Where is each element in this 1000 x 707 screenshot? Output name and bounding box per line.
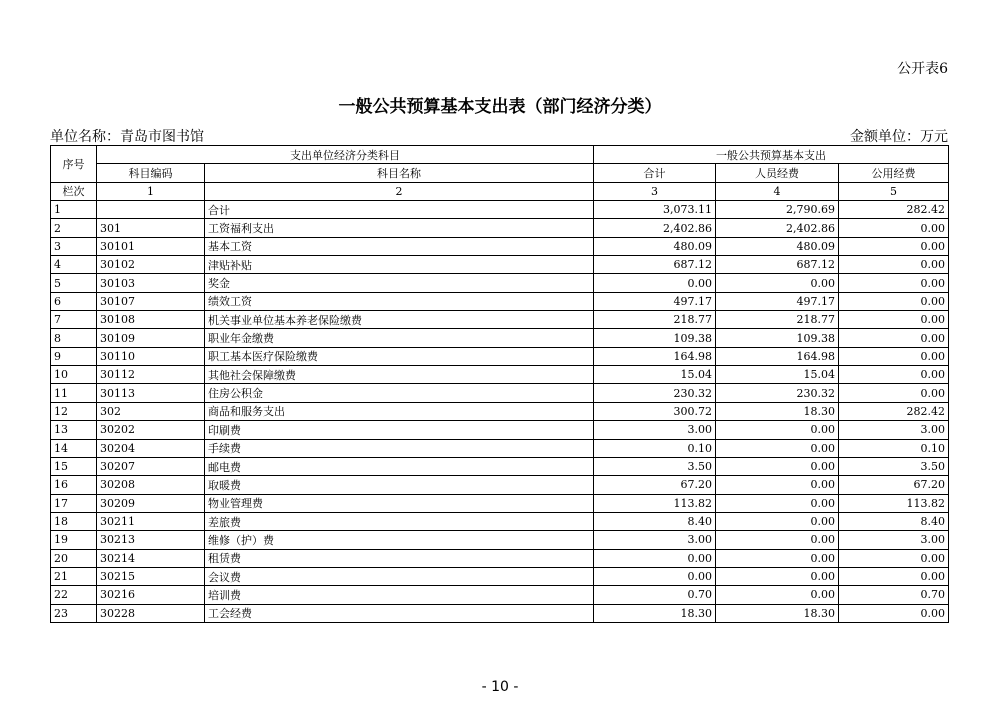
cell-code: 30204 bbox=[97, 439, 205, 457]
cell-total: 300.72 bbox=[594, 402, 716, 420]
cell-public: 0.70 bbox=[839, 586, 949, 604]
cell-personnel: 230.32 bbox=[716, 384, 839, 402]
cell-total: 2,402.86 bbox=[594, 219, 716, 237]
table-row bbox=[51, 512, 949, 530]
cell-public: 0.00 bbox=[839, 329, 949, 347]
cell-personnel: 18.30 bbox=[716, 604, 839, 622]
cell-total: 0.70 bbox=[594, 586, 716, 604]
cell-name: 基本工资 bbox=[205, 237, 594, 255]
header-code: 科目编码 bbox=[97, 164, 205, 182]
cell-code: 30207 bbox=[97, 457, 205, 475]
table-row bbox=[51, 256, 949, 274]
page-number: - 10 - bbox=[481, 679, 519, 695]
cell-total: 8.40 bbox=[594, 512, 716, 530]
cell-name: 奖金 bbox=[205, 274, 594, 292]
cell-public: 3.00 bbox=[839, 421, 949, 439]
cell-name: 工资福利支出 bbox=[205, 219, 594, 237]
cell-total: 3.50 bbox=[594, 457, 716, 475]
header-seq: 序号 bbox=[51, 146, 97, 183]
cell-seq: 6 bbox=[51, 292, 97, 310]
cell-public: 0.00 bbox=[839, 274, 949, 292]
cell-personnel: 0.00 bbox=[716, 476, 839, 494]
cell-name: 机关事业单位基本养老保险缴费 bbox=[205, 311, 594, 329]
table-row bbox=[51, 292, 949, 310]
cell-total: 497.17 bbox=[594, 292, 716, 310]
cell-code: 30103 bbox=[97, 274, 205, 292]
cell-personnel: 687.12 bbox=[716, 256, 839, 274]
cell-public: 0.00 bbox=[839, 549, 949, 567]
header-group-left: 支出单位经济分类科目 bbox=[97, 146, 594, 164]
header-public: 公用经费 bbox=[839, 164, 949, 182]
cell-name: 商品和服务支出 bbox=[205, 402, 594, 420]
cell-public: 3.00 bbox=[839, 531, 949, 549]
table-row bbox=[51, 219, 949, 237]
cell-name: 绩效工资 bbox=[205, 292, 594, 310]
cell-code: 30209 bbox=[97, 494, 205, 512]
cell-name: 物业管理费 bbox=[205, 494, 594, 512]
cell-seq: 8 bbox=[51, 329, 97, 347]
cell-name: 职工基本医疗保险缴费 bbox=[205, 347, 594, 365]
cell-seq: 11 bbox=[51, 384, 97, 402]
cell-name: 培训费 bbox=[205, 586, 594, 604]
cell-personnel: 18.30 bbox=[716, 402, 839, 420]
cell-total: 0.10 bbox=[594, 439, 716, 457]
cell-code bbox=[97, 201, 205, 219]
header-total: 合计 bbox=[594, 164, 716, 182]
header-name: 科目名称 bbox=[205, 164, 594, 182]
cell-name: 会议费 bbox=[205, 567, 594, 585]
cell-personnel: 0.00 bbox=[716, 567, 839, 585]
cell-personnel: 0.00 bbox=[716, 512, 839, 530]
amount-unit-label: 金额单位：万元 bbox=[850, 129, 948, 145]
column-number-3: 3 bbox=[594, 182, 716, 200]
cell-name: 印刷费 bbox=[205, 421, 594, 439]
cell-name: 手续费 bbox=[205, 439, 594, 457]
cell-total: 67.20 bbox=[594, 476, 716, 494]
table-row bbox=[51, 402, 949, 420]
cell-name: 差旅费 bbox=[205, 512, 594, 530]
header-row-group bbox=[51, 146, 949, 164]
cell-seq: 15 bbox=[51, 457, 97, 475]
cell-name: 邮电费 bbox=[205, 457, 594, 475]
cell-total: 109.38 bbox=[594, 329, 716, 347]
table-row bbox=[51, 494, 949, 512]
cell-total: 3.00 bbox=[594, 421, 716, 439]
cell-code: 30108 bbox=[97, 311, 205, 329]
cell-public: 113.82 bbox=[839, 494, 949, 512]
table-row bbox=[51, 586, 949, 604]
cell-personnel: 0.00 bbox=[716, 531, 839, 549]
cell-seq: 23 bbox=[51, 604, 97, 622]
cell-total: 0.00 bbox=[594, 274, 716, 292]
header-group-right: 一般公共预算基本支出 bbox=[594, 146, 949, 164]
table-row bbox=[51, 311, 949, 329]
cell-total: 0.00 bbox=[594, 549, 716, 567]
cell-seq: 19 bbox=[51, 531, 97, 549]
cell-personnel: 497.17 bbox=[716, 292, 839, 310]
cell-total: 3.00 bbox=[594, 531, 716, 549]
table-row bbox=[51, 457, 949, 475]
cell-name: 取暖费 bbox=[205, 476, 594, 494]
cell-name: 合计 bbox=[205, 201, 594, 219]
cell-seq: 12 bbox=[51, 402, 97, 420]
cell-seq: 1 bbox=[51, 201, 97, 219]
table-row bbox=[51, 439, 949, 457]
cell-code: 30216 bbox=[97, 586, 205, 604]
table-row bbox=[51, 567, 949, 585]
cell-code: 30228 bbox=[97, 604, 205, 622]
cell-total: 218.77 bbox=[594, 311, 716, 329]
table-row bbox=[51, 476, 949, 494]
column-number-1: 1 bbox=[97, 182, 205, 200]
header-row-columns bbox=[51, 164, 949, 182]
cell-code: 30113 bbox=[97, 384, 205, 402]
cell-public: 0.00 bbox=[839, 384, 949, 402]
table-row bbox=[51, 366, 949, 384]
cell-total: 3,073.11 bbox=[594, 201, 716, 219]
cell-code: 30101 bbox=[97, 237, 205, 255]
cell-seq: 20 bbox=[51, 549, 97, 567]
cell-total: 15.04 bbox=[594, 366, 716, 384]
table-row bbox=[51, 237, 949, 255]
cell-total: 113.82 bbox=[594, 494, 716, 512]
cell-code: 301 bbox=[97, 219, 205, 237]
column-number-4: 4 bbox=[716, 182, 839, 200]
cell-code: 30110 bbox=[97, 347, 205, 365]
cell-seq: 18 bbox=[51, 512, 97, 530]
cell-code: 30215 bbox=[97, 567, 205, 585]
table-row bbox=[51, 421, 949, 439]
cell-code: 30202 bbox=[97, 421, 205, 439]
cell-name: 住房公积金 bbox=[205, 384, 594, 402]
column-number-2: 2 bbox=[205, 182, 594, 200]
cell-total: 18.30 bbox=[594, 604, 716, 622]
table-row bbox=[51, 201, 949, 219]
cell-personnel: 0.00 bbox=[716, 494, 839, 512]
column-number-5: 5 bbox=[839, 182, 949, 200]
cell-public: 8.40 bbox=[839, 512, 949, 530]
cell-public: 0.00 bbox=[839, 567, 949, 585]
cell-seq: 14 bbox=[51, 439, 97, 457]
cell-code: 30213 bbox=[97, 531, 205, 549]
cell-seq: 7 bbox=[51, 311, 97, 329]
table-row bbox=[51, 531, 949, 549]
cell-total: 164.98 bbox=[594, 347, 716, 365]
cell-seq: 9 bbox=[51, 347, 97, 365]
column-number-label: 栏次 bbox=[51, 182, 97, 200]
cell-public: 0.00 bbox=[839, 256, 949, 274]
cell-public: 3.50 bbox=[839, 457, 949, 475]
cell-personnel: 480.09 bbox=[716, 237, 839, 255]
cell-public: 0.00 bbox=[839, 292, 949, 310]
cell-personnel: 0.00 bbox=[716, 586, 839, 604]
cell-seq: 4 bbox=[51, 256, 97, 274]
cell-seq: 22 bbox=[51, 586, 97, 604]
cell-public: 0.00 bbox=[839, 366, 949, 384]
page-title: 一般公共预算基本支出表（部门经济分类） bbox=[338, 97, 662, 117]
cell-total: 230.32 bbox=[594, 384, 716, 402]
cell-personnel: 0.00 bbox=[716, 457, 839, 475]
cell-personnel: 164.98 bbox=[716, 347, 839, 365]
cell-name: 津贴补贴 bbox=[205, 256, 594, 274]
cell-name: 维修（护）费 bbox=[205, 531, 594, 549]
header-row-column-numbers bbox=[51, 182, 949, 200]
cell-seq: 16 bbox=[51, 476, 97, 494]
cell-seq: 13 bbox=[51, 421, 97, 439]
cell-seq: 2 bbox=[51, 219, 97, 237]
header-personnel: 人员经费 bbox=[716, 164, 839, 182]
cell-public: 282.42 bbox=[839, 201, 949, 219]
cell-total: 480.09 bbox=[594, 237, 716, 255]
cell-personnel: 0.00 bbox=[716, 439, 839, 457]
cell-code: 30112 bbox=[97, 366, 205, 384]
cell-public: 282.42 bbox=[839, 402, 949, 420]
cell-personnel: 0.00 bbox=[716, 274, 839, 292]
unit-name-label: 单位名称：青岛市图书馆 bbox=[50, 129, 204, 145]
cell-code: 30102 bbox=[97, 256, 205, 274]
cell-code: 30214 bbox=[97, 549, 205, 567]
cell-seq: 21 bbox=[51, 567, 97, 585]
cell-total: 687.12 bbox=[594, 256, 716, 274]
table-number-label: 公开表6 bbox=[897, 61, 948, 77]
cell-name: 工会经费 bbox=[205, 604, 594, 622]
cell-personnel: 218.77 bbox=[716, 311, 839, 329]
cell-code: 30211 bbox=[97, 512, 205, 530]
cell-code: 302 bbox=[97, 402, 205, 420]
cell-code: 30109 bbox=[97, 329, 205, 347]
cell-name: 职业年金缴费 bbox=[205, 329, 594, 347]
table-row bbox=[51, 384, 949, 402]
cell-public: 0.00 bbox=[839, 311, 949, 329]
cell-code: 30107 bbox=[97, 292, 205, 310]
cell-personnel: 15.04 bbox=[716, 366, 839, 384]
table-row bbox=[51, 274, 949, 292]
cell-public: 0.00 bbox=[839, 347, 949, 365]
table-row bbox=[51, 347, 949, 365]
cell-name: 租赁费 bbox=[205, 549, 594, 567]
cell-seq: 17 bbox=[51, 494, 97, 512]
cell-seq: 5 bbox=[51, 274, 97, 292]
cell-public: 0.10 bbox=[839, 439, 949, 457]
cell-public: 0.00 bbox=[839, 237, 949, 255]
cell-public: 0.00 bbox=[839, 219, 949, 237]
cell-personnel: 2,790.69 bbox=[716, 201, 839, 219]
cell-personnel: 0.00 bbox=[716, 549, 839, 567]
cell-public: 67.20 bbox=[839, 476, 949, 494]
cell-personnel: 0.00 bbox=[716, 421, 839, 439]
cell-seq: 10 bbox=[51, 366, 97, 384]
cell-code: 30208 bbox=[97, 476, 205, 494]
table-row bbox=[51, 549, 949, 567]
table-row bbox=[51, 604, 949, 622]
cell-personnel: 109.38 bbox=[716, 329, 839, 347]
cell-seq: 3 bbox=[51, 237, 97, 255]
cell-total: 0.00 bbox=[594, 567, 716, 585]
cell-personnel: 2,402.86 bbox=[716, 219, 839, 237]
budget-table bbox=[50, 145, 949, 623]
cell-name: 其他社会保障缴费 bbox=[205, 366, 594, 384]
table-row bbox=[51, 329, 949, 347]
cell-public: 0.00 bbox=[839, 604, 949, 622]
budget-table-body bbox=[51, 201, 949, 623]
